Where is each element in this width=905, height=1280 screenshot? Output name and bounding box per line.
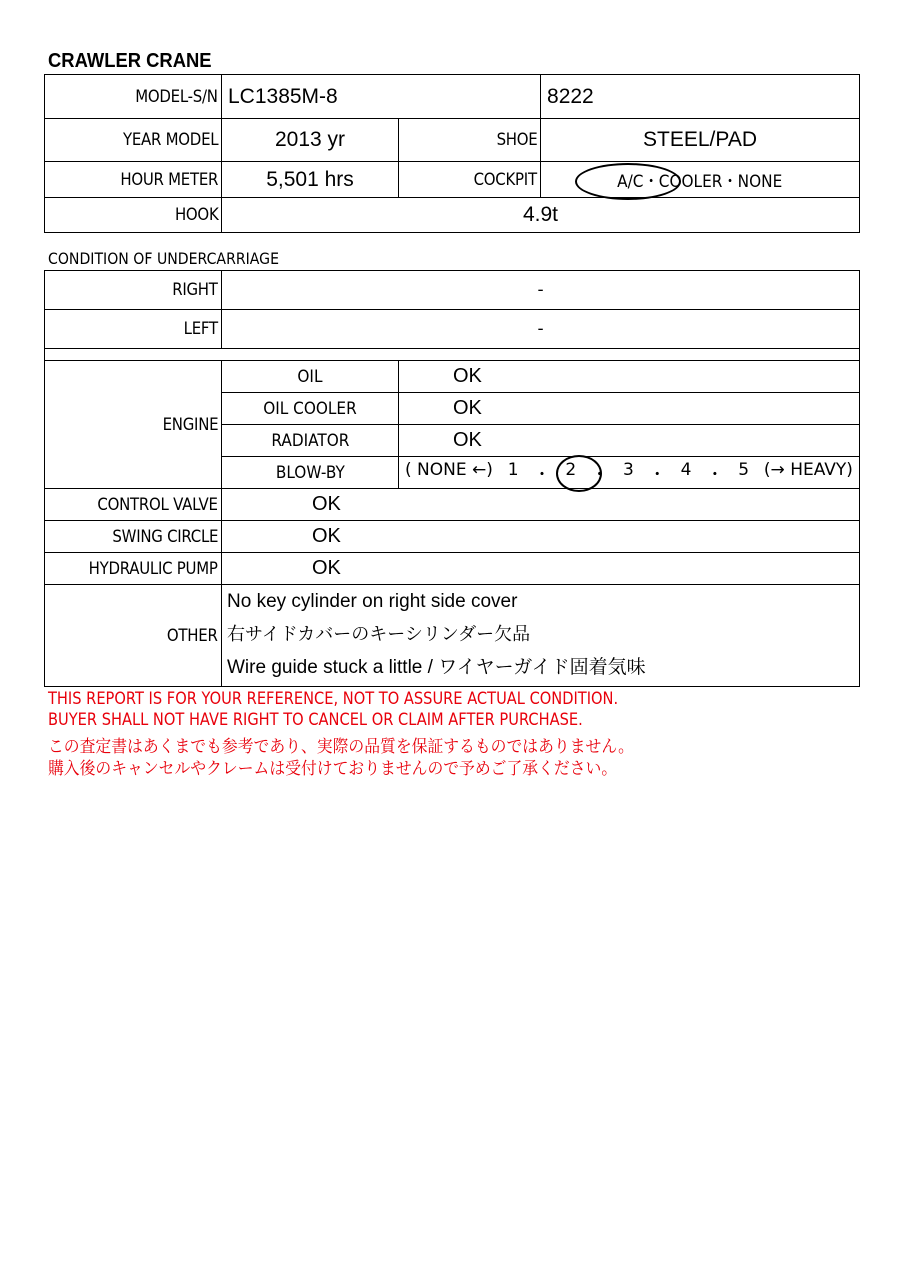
oil-cooler-label: OIL COOLER [222,393,399,425]
blowby-none: ( NONE ←) [405,460,493,480]
hydraulic-pump-label: HYDRAULIC PUMP [45,553,222,585]
cockpit-selection-circle [575,163,681,200]
blowby-4: 4 [680,460,692,480]
document-title: CRAWLER CRANE [48,50,212,72]
cockpit-label: COCKPIT [399,162,541,198]
control-valve-label: CONTROL VALVE [45,489,222,521]
hydraulic-pump-value: OK [222,553,860,585]
spacer-row [45,349,860,361]
shoe-label: SHOE [399,119,541,162]
model-sn-label: MODEL-S/N [45,75,222,119]
blowby-sep: ・ [706,465,724,485]
blowby-sep: ・ [591,465,609,485]
blowby-3: 3 [622,460,634,480]
engine-label: ENGINE [45,361,222,489]
blowby-sep: ・ [648,465,666,485]
serial-value: 8222 [541,75,860,119]
oil-value: OK [399,361,860,393]
blowby-selection-circle [556,455,602,492]
disclaimer-line-4: 購入後のキャンセルやクレームは受付けておりませんので予めご了承ください。 [48,759,618,779]
disclaimer-line-3: この査定書はあくまでも参考であり、実際の品質を保証するものではありません。 [48,737,634,757]
hook-label: HOOK [45,198,222,233]
other-note-line: No key cylinder on right side cover [227,591,518,612]
blowby-1: 1 [507,460,519,480]
undercarriage-section-title: CONDITION OF UNDERCARRIAGE [48,249,279,268]
other-notes [222,585,860,687]
left-label: LEFT [45,310,222,349]
hook-value: 4.9t [222,198,860,233]
swing-circle-value: OK [222,521,860,553]
spec-table [44,74,860,233]
blowby-heavy: (→ HEAVY) [763,460,853,480]
oil-cooler-value: OK [399,393,860,425]
radiator-value: OK [399,425,860,457]
cockpit-options: A/C・COOLER・NONE [541,162,860,198]
year-model-label: YEAR MODEL [45,119,222,162]
other-note-line: 右サイドカバーのキーシリンダー欠品 [227,624,531,645]
other-label: OTHER [45,585,222,687]
condition-table [44,270,860,687]
other-note-line: Wire guide stuck a little / ワイヤーガイド固着気味 [227,657,646,678]
blowby-sep: ・ [533,465,551,485]
disclaimer-line-1: THIS REPORT IS FOR YOUR REFERENCE, NOT TO ASSURE ACTUAL CONDITION. [48,689,619,709]
blowby-scale [399,457,860,489]
left-value: - [222,310,860,349]
shoe-value: STEEL/PAD [541,119,860,162]
disclaimer-line-2: BUYER SHALL NOT HAVE RIGHT TO CANCEL OR CLAIM AFTER PURCHASE. [48,710,583,730]
oil-label: OIL [222,361,399,393]
hour-meter-label: HOUR METER [45,162,222,198]
control-valve-value: OK [222,489,860,521]
radiator-label: RADIATOR [222,425,399,457]
right-value: - [222,271,860,310]
model-value: LC1385M-8 [222,75,541,119]
right-label: RIGHT [45,271,222,310]
swing-circle-label: SWING CIRCLE [45,521,222,553]
blowby-2: 2 [565,460,577,480]
hour-meter-value: 5,501 hrs [222,162,399,198]
blowby-5: 5 [738,460,750,480]
blowby-label: BLOW-BY [222,457,399,489]
year-model-value: 2013 yr [222,119,399,162]
